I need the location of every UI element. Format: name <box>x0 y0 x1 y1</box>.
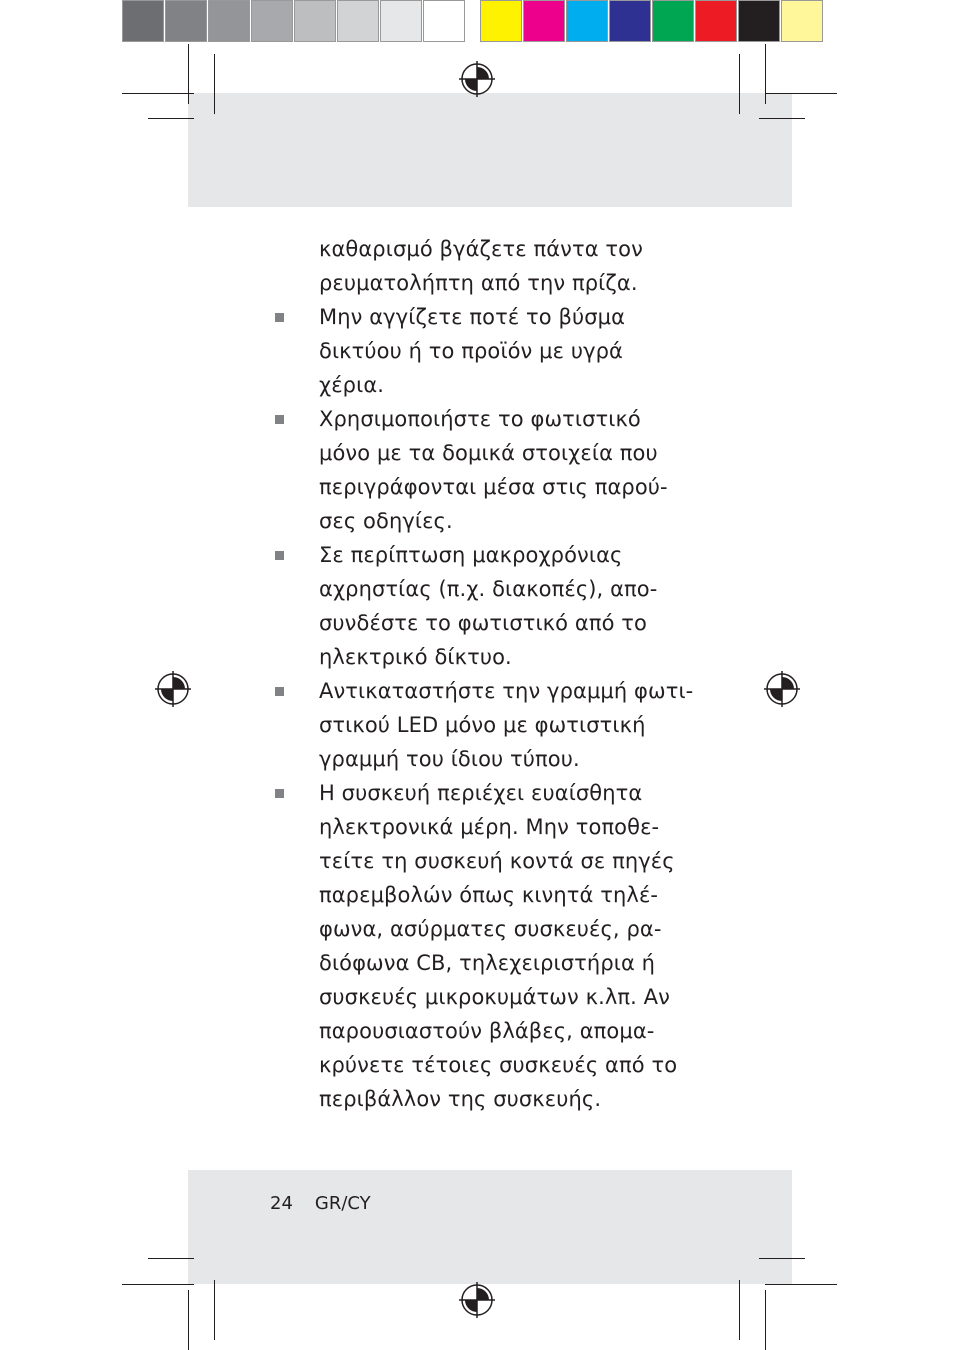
process-swatch <box>480 0 522 42</box>
crop-mark <box>759 118 805 119</box>
header-band <box>188 93 792 207</box>
crop-mark <box>214 54 215 114</box>
gray-swatch <box>251 0 293 42</box>
process-swatch <box>523 0 565 42</box>
crop-mark <box>122 1284 194 1285</box>
process-swatch <box>738 0 780 42</box>
process-swatch <box>609 0 651 42</box>
gray-swatch <box>380 0 422 42</box>
list-item: Η συσκευή περιέχει ευαίσθητα ηλεκτρονικά μέρη. Μην τοποθε- τείτε τη συσκευή κοντά σε πηγές παρεμβολών όπως κινητά τηλέ- φωνα, ασύρματες συσκευές, ρα- διόφωνα CB, τηλεχειριστήρια ή συσκευές μικροκυμάτων κ.λπ. Αν παρουσιαστούν βλάβες, απομα- κρύνετε τέτοιες συσκευές από το περιβάλλον της συσκευής. <box>319 776 679 1116</box>
footer-band <box>188 1170 792 1284</box>
crop-mark <box>214 1280 215 1340</box>
safety-instructions <box>319 232 694 1116</box>
crop-mark <box>148 118 194 119</box>
registration-mark-icon <box>764 671 800 707</box>
process-swatch <box>652 0 694 42</box>
gray-swatch <box>208 0 250 42</box>
gray-swatch <box>165 0 207 42</box>
gray-swatch <box>122 0 164 42</box>
crop-mark <box>739 54 740 114</box>
crop-mark <box>148 1258 194 1259</box>
language-code: GR/CY <box>314 1193 371 1214</box>
crop-mark <box>188 1290 189 1350</box>
crop-mark <box>122 93 194 94</box>
list-item: Αντικαταστήστε την γραμμή φωτι- στικού LED μόνο με φωτιστική γραμμή του ίδιου τύπου. <box>319 674 679 776</box>
process-swatch <box>781 0 823 42</box>
crop-mark <box>739 1280 740 1340</box>
gray-swatch <box>423 0 465 42</box>
intro-paragraph: καθαρισμό βγάζετε πάντα τον ρευματολήπτη από την πρίζα. <box>319 237 643 295</box>
registration-mark-icon <box>459 61 495 97</box>
process-swatch <box>695 0 737 42</box>
process-swatch <box>566 0 608 42</box>
gray-swatch <box>294 0 336 42</box>
registration-mark-icon <box>459 1282 495 1318</box>
crop-mark <box>188 44 189 104</box>
page-number: 24 <box>270 1193 293 1214</box>
crop-mark <box>765 1290 766 1350</box>
page-footer <box>270 1193 371 1214</box>
crop-mark <box>765 1284 837 1285</box>
color-calibration-bar <box>122 0 824 46</box>
list-item: Χρησιμοποιήστε το φωτιστικό μόνο με τα δομικά στοιχεία που περιγράφονται μέσα στις παρού- σες οδηγίες. <box>319 402 679 538</box>
registration-mark-icon <box>155 671 191 707</box>
crop-mark <box>765 44 766 104</box>
gray-swatch <box>337 0 379 42</box>
crop-mark <box>759 1258 805 1259</box>
crop-mark <box>765 93 837 94</box>
list-item: Μην αγγίζετε ποτέ το βύσμα δικτύου ή το προϊόν με υγρά χέρια. <box>319 300 679 402</box>
list-item: Σε περίπτωση μακροχρόνιας αχρηστίας (π.χ. διακοπές), απο- συνδέστε το φωτιστικό από το ηλεκτρικό δίκτυο. <box>319 538 679 674</box>
